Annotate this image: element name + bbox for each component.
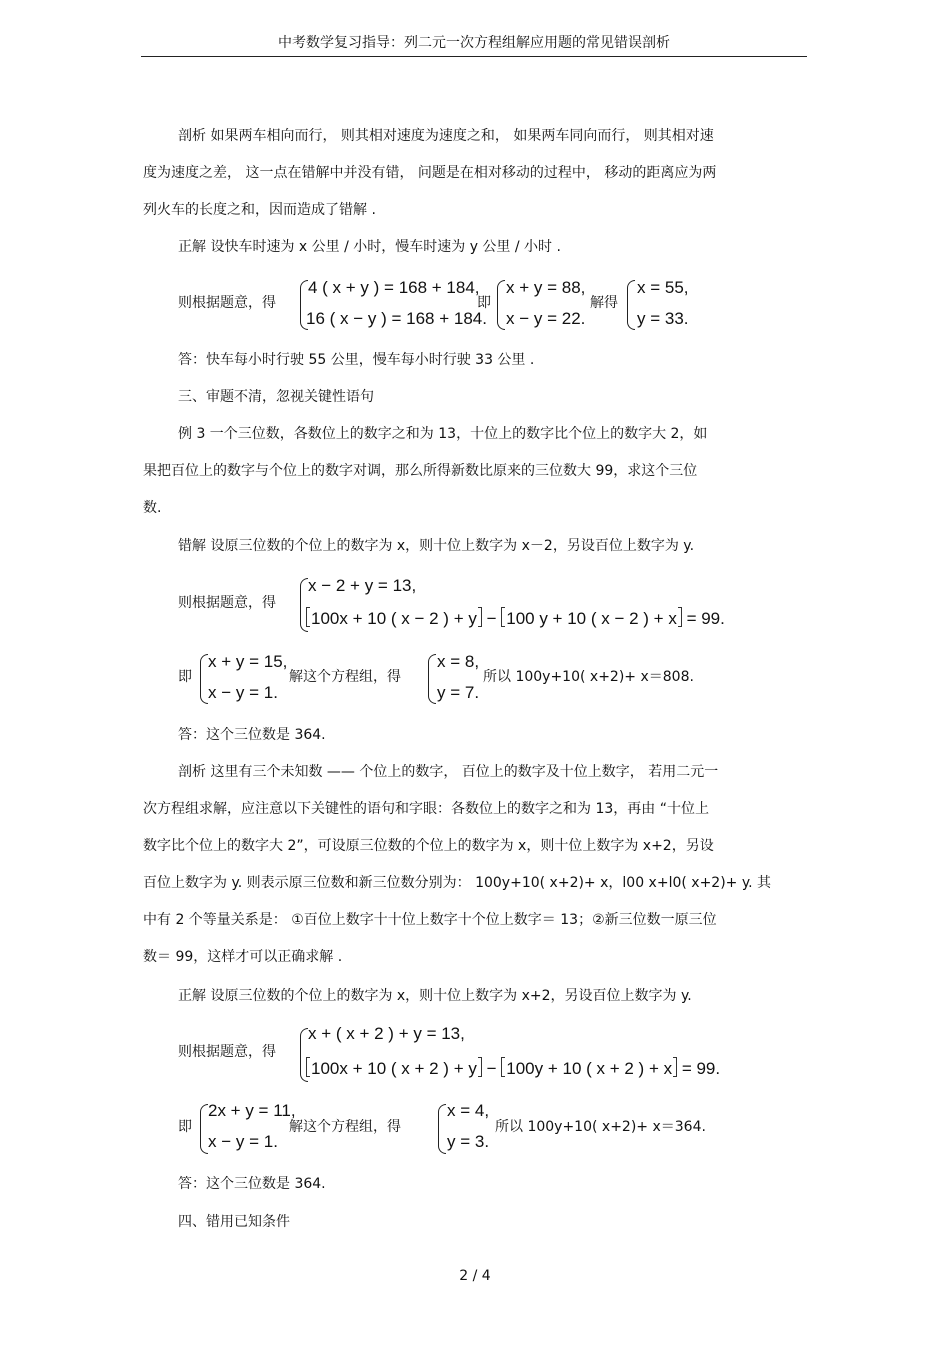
equation: y = 3.: [447, 1132, 490, 1151]
text-line: 中有 2 个等量关系是： ①百位上数字十十位上数字十个位上数字＝ 13；②新三位数一原三位: [143, 912, 717, 928]
equation: x − y = 22.: [506, 309, 586, 328]
brace: [497, 280, 505, 330]
equation: x − y = 1.: [208, 683, 278, 702]
text-line: 答：这个三位数是 364.: [178, 727, 326, 743]
section-heading: 三、审题不清，忽视关键性语句: [178, 389, 374, 405]
bracket-icon: [306, 1057, 310, 1077]
text-line: 则根据题意，得: [178, 1044, 276, 1060]
brace: [428, 654, 436, 704]
equation: −: [486, 1059, 497, 1078]
text-line: 百位上数字为 y. 则表示原三位数和新三位数分别为： 100y+10( x+2)+ x，l00 x+l0( x+2)+ y. 其: [143, 875, 772, 891]
text-line: 解这个方程组，得: [289, 669, 401, 685]
equation: y = 7.: [437, 683, 480, 702]
equation-row: [306, 1057, 720, 1079]
page-header: 中考数学复习指导：列二元一次方程组解应用题的常见错误剖析: [141, 30, 807, 57]
brace: [200, 1104, 208, 1154]
equation: x + y = 15,: [208, 652, 288, 671]
equation: x − 2 + y = 13,: [308, 576, 417, 595]
equation: 16 ( x − y ) = 168 + 184.: [306, 309, 487, 328]
equation: y = 33.: [637, 309, 689, 328]
equation: 100 y + 10 ( x − 2 ) + x: [506, 609, 677, 628]
equation: 4 ( x + y ) = 168 + 184,: [308, 278, 480, 297]
text-line: 剖析 这里有三个未知数 —— 个位上的数字， 百位上的数字及十位上数字， 若用二元一: [178, 764, 719, 780]
text-line: 则根据题意，得: [178, 295, 276, 311]
text-line: 数字比个位上的数字大 2”，可设原三位数的个位上的数字为 x，则十位上数字为 x+2，另设: [143, 838, 714, 854]
text-line: 所以 100y+10( x+2)+ x＝364.: [495, 1119, 706, 1135]
brace: [200, 654, 208, 704]
bracket-icon: [673, 1057, 677, 1077]
equation: x − y = 1.: [208, 1132, 278, 1151]
equation: x + ( x + 2 ) + y = 13,: [308, 1024, 465, 1043]
section-heading: 四、错用已知条件: [178, 1214, 290, 1230]
equation: x + y = 88,: [506, 278, 586, 297]
equation: 2x + y = 11,: [208, 1101, 296, 1120]
bracket-icon: [501, 1057, 505, 1077]
equation: 100x + 10 ( x + 2 ) + y: [311, 1059, 477, 1078]
text-line: 即: [178, 1119, 192, 1135]
text-line: 即: [178, 669, 192, 685]
text-line: 则根据题意，得: [178, 595, 276, 611]
text-line: 次方程组求解，应注意以下关键性的语句和字眼：各数位上的数字之和为 13，再由 “十位上: [143, 801, 709, 817]
equation: −: [486, 609, 497, 628]
text-line: 正解 设快车时速为 x 公里 / 小时，慢车时速为 y 公里 / 小时 .: [178, 239, 561, 255]
brace: [627, 280, 635, 330]
equation: 100y + 10 ( x + 2 ) + x: [506, 1059, 673, 1078]
equation: 100x + 10 ( x − 2 ) + y: [311, 609, 477, 628]
bracket-icon: [501, 607, 505, 627]
text-line: 所以 100y+10( x+2)+ x＝808.: [483, 669, 694, 685]
equation-row: [306, 607, 725, 629]
text-line: 即: [477, 295, 491, 311]
text-line: 剖析 如果两车相向而行， 则其相对速度为速度之和， 如果两车同向而行， 则其相对速: [178, 128, 714, 144]
equation: x = 55,: [637, 278, 689, 297]
text-line: 例 3 一个三位数，各数位上的数字之和为 13，十位上的数字比个位上的数字大 2，如: [178, 426, 708, 442]
bracket-icon: [478, 607, 482, 627]
text-line: 数.: [143, 500, 162, 516]
text-line: 度为速度之差， 这一点在错解中并没有错， 问题是在相对移动的过程中， 移动的距离应为两: [143, 165, 717, 181]
text-line: 果把百位上的数字与个位上的数字对调，那么所得新数比原来的三位数大 99，求这个三位: [143, 463, 698, 479]
text-line: 解这个方程组，得: [289, 1119, 401, 1135]
text-line: 列火车的长度之和，因而造成了错解 .: [143, 202, 376, 218]
text-line: 数＝ 99，这样才可以正确求解 .: [143, 949, 343, 965]
equation: x = 4,: [447, 1101, 490, 1120]
equation: = 99.: [681, 1059, 721, 1078]
text-line: 解得: [590, 295, 618, 311]
equation: x = 8,: [437, 652, 480, 671]
text-line: 错解 设原三位数的个位上的数字为 x，则十位上数字为 x－2，另设百位上数字为 y.: [178, 538, 695, 554]
page-number: 2 / 4: [459, 1268, 491, 1284]
text-line: 答：这个三位数是 364.: [178, 1176, 326, 1192]
text-line: 正解 设原三位数的个位上的数字为 x，则十位上数字为 x+2，另设百位上数字为 y.: [178, 988, 692, 1004]
bracket-icon: [306, 607, 310, 627]
bracket-icon: [678, 607, 682, 627]
equation: = 99.: [686, 609, 725, 628]
text-line: 答：快车每小时行驶 55 公里，慢车每小时行驶 33 公里 .: [178, 352, 535, 368]
brace: [438, 1104, 446, 1154]
bracket-icon: [478, 1057, 482, 1077]
